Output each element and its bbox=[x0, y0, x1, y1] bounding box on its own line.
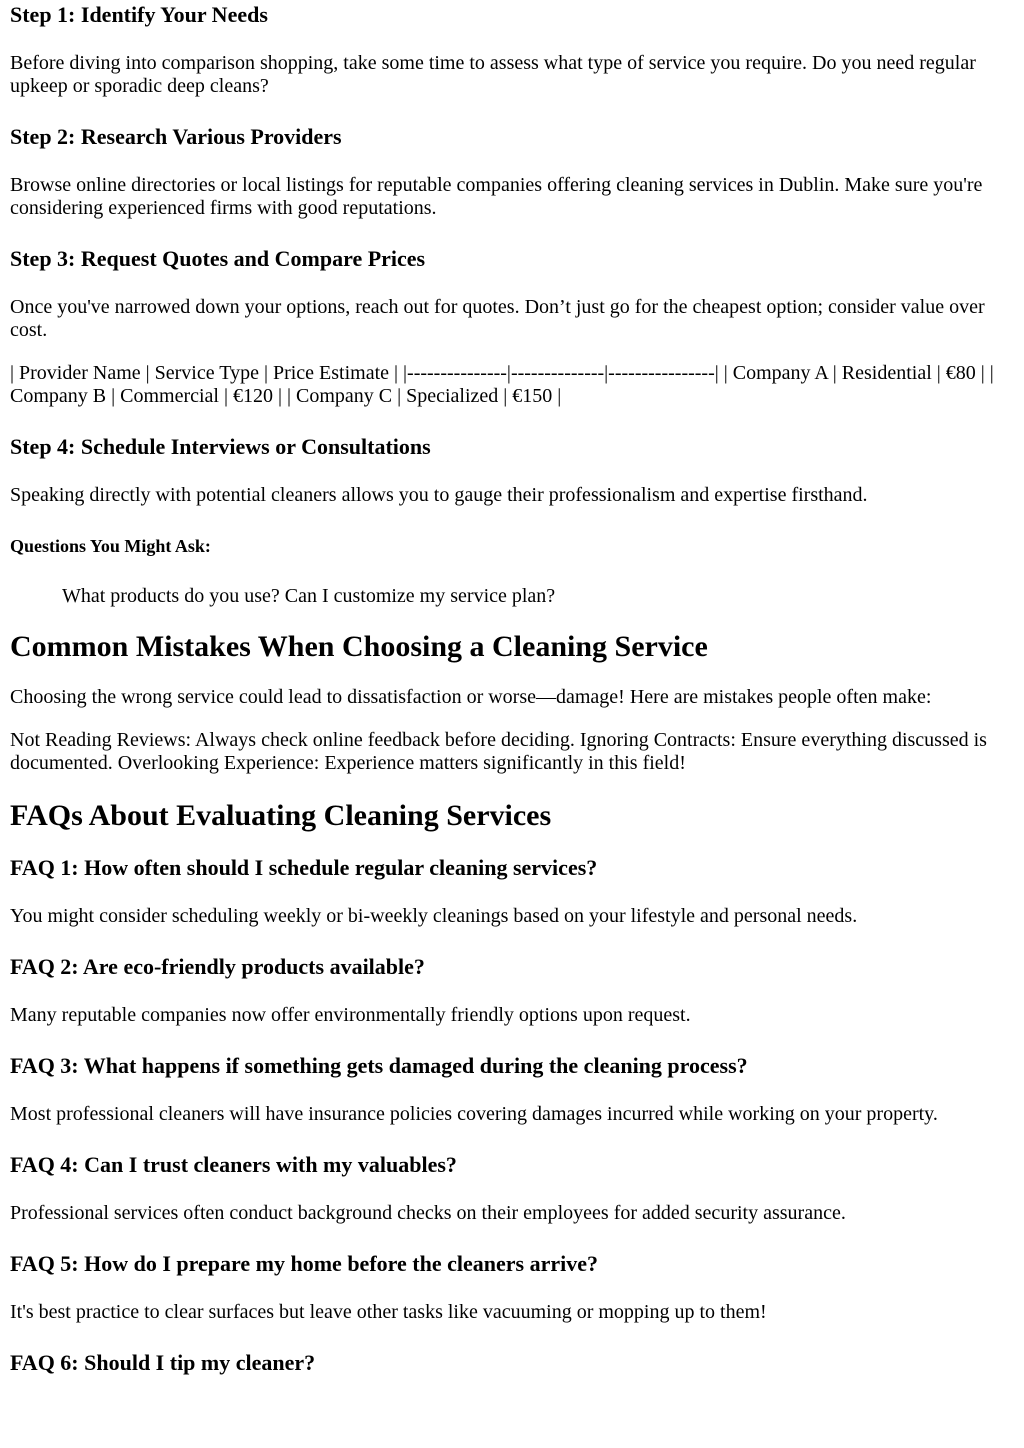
step1-text: Before diving into comparison shopping, take some time to assess what type of service you require. Do you need regular upkeep or sporadic deep cleans? bbox=[10, 52, 976, 97]
faq-question: FAQ 6: Should I tip my cleaner? bbox=[10, 1350, 316, 1375]
faq-answer: Most professional cleaners will have insurance policies covering damages incurred while working on your property. bbox=[10, 1103, 938, 1125]
questions-text: What products do you use? Can I customize my service plan? bbox=[62, 585, 556, 607]
step4-heading: Step 4: Schedule Interviews or Consultations bbox=[10, 434, 431, 459]
faq-answer: It's best practice to clear surfaces but leave other tasks like vacuuming or mopping up to them! bbox=[10, 1301, 767, 1323]
questions-heading: Questions You Might Ask: bbox=[10, 536, 211, 556]
price-table-text: | Provider Name | Service Type | Price Estimate | |---------------|--------------|----------------| | Company A | Residential | €80 | | Company B | Commercial | €120 | | Company C | Specialized | €150 | bbox=[10, 362, 994, 407]
faqs-heading: FAQs About Evaluating Cleaning Services bbox=[10, 799, 552, 832]
step4-text: Speaking directly with potential cleaners allows you to gauge their professionalism and expertise firsthand. bbox=[10, 484, 868, 506]
faq-question: FAQ 4: Can I trust cleaners with my valuables? bbox=[10, 1152, 457, 1177]
faq-question: FAQ 2: Are eco-friendly products available? bbox=[10, 954, 425, 979]
mistakes-text: Not Reading Reviews: Always check online feedback before deciding. Ignoring Contracts: Ensure everything discussed is documented. Overlooking Experience: Experience matters significantly in this field! bbox=[10, 729, 987, 774]
faq-answer: Many reputable companies now offer environmentally friendly options upon request. bbox=[10, 1004, 691, 1026]
step2-heading: Step 2: Research Various Providers bbox=[10, 124, 342, 149]
step3-text: Once you've narrowed down your options, reach out for quotes. Don’t just go for the cheapest option; consider value over cost. bbox=[10, 296, 985, 341]
faq-question: FAQ 5: How do I prepare my home before the cleaners arrive? bbox=[10, 1251, 598, 1276]
step2-text: Browse online directories or local listings for reputable companies offering cleaning services in Dublin. Make sure you're considering experienced firms with good reputations. bbox=[10, 174, 983, 219]
faq-question: FAQ 1: How often should I schedule regular cleaning services? bbox=[10, 855, 598, 880]
faq-answer: Professional services often conduct background checks on their employees for added security assurance. bbox=[10, 1202, 846, 1224]
faq-question: FAQ 3: What happens if something gets damaged during the cleaning process? bbox=[10, 1053, 748, 1078]
step3-heading: Step 3: Request Quotes and Compare Prices bbox=[10, 246, 426, 271]
article-page bbox=[0, 2, 1024, 1376]
mistakes-intro: Choosing the wrong service could lead to dissatisfaction or worse—damage! Here are mistakes people often make: bbox=[10, 686, 932, 708]
faq-answer: You might consider scheduling weekly or bi-weekly cleanings based on your lifestyle and personal needs. bbox=[10, 905, 858, 927]
step1-heading: Step 1: Identify Your Needs bbox=[10, 2, 268, 27]
mistakes-heading: Common Mistakes When Choosing a Cleaning Service bbox=[10, 630, 708, 663]
